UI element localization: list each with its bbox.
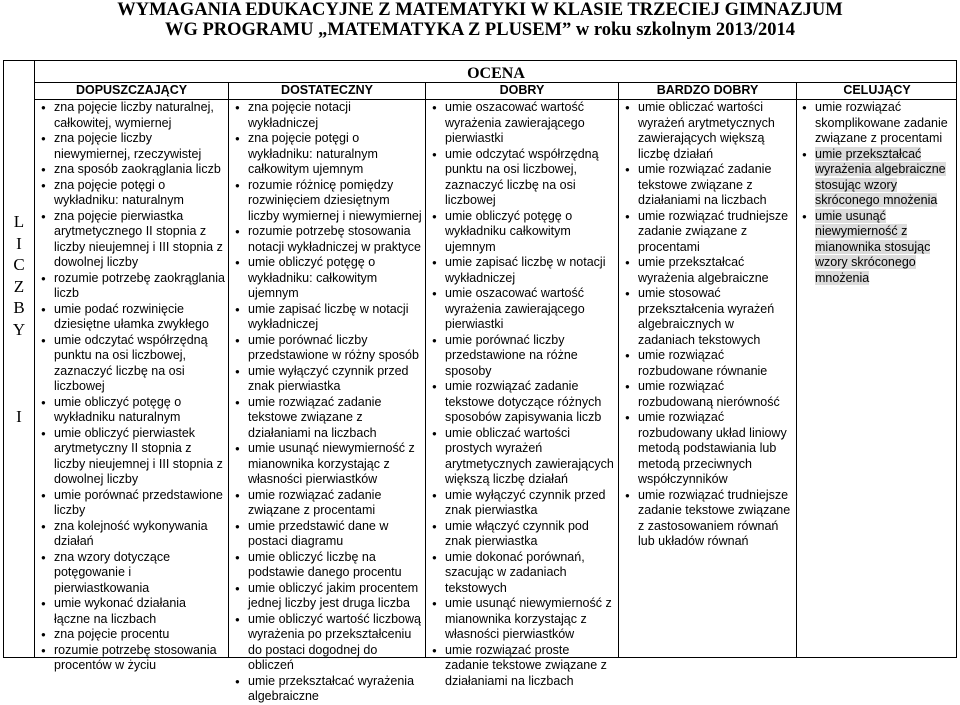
level-number: I [16,407,22,426]
level-column-divider [34,61,35,657]
requirement-item [235,333,423,364]
requirement-item [41,333,225,395]
requirement-item [41,302,225,333]
requirement-item [41,271,225,302]
requirement-text: umie wyłączyć czynnik przed znak pierwiastka [248,363,409,393]
requirement-item [41,550,225,597]
requirement-item [625,348,793,379]
requirement-item [235,364,423,395]
document-subtitle: WG PROGRAMU „MATEMATYKA Z PLUSEM” w roku szkolnym 2013/2014 [164,20,796,40]
requirement-text: umie odczytać współrzędną punktu na osi liczbowej, zaznaczyć liczbę na osi liczbowej [445,146,599,207]
requirement-text: umie rozwiązać trudniejsze zadanie tekstowe związane z zastosowaniem równań lub układów równań [638,487,791,548]
requirement-item [235,395,423,442]
requirement-item [235,612,423,674]
requirement-item [41,162,225,178]
requirement-text: umie rozwiązać skomplikowane zadanie związane z procentami [815,100,948,145]
level-letter: I [16,233,22,253]
document-title: WYMAGANIA EDUKACYJNE Z MATEMATYKI W KLASIE TRZECIEJ GIMNAZJUM [117,0,843,20]
requirement-item [432,519,616,550]
requirement-text: rozumie potrzebę stosowania notacji wykładniczej w praktyce [248,224,421,254]
requirement-text: umie obliczyć potęgę o wykładniku całkowitym ujemnym [445,208,573,254]
requirement-text: umie usunąć niewymierność z mianownika korzystając z własności pierwiastków [445,596,612,641]
level-label [4,211,34,340]
requirements-list [802,100,955,286]
requirement-item [802,209,955,287]
requirements-table [3,60,957,703]
column-divider [228,82,229,657]
requirement-text: zna kolejność wykonywania działań [54,518,208,548]
requirement-text: umie przedstawić dane w postaci diagramu [248,518,389,548]
requirement-text: umie dokonać porównań, szacując w zadaniach tekstowych [445,549,585,595]
requirement-item [235,441,423,488]
requirement-text: rozumie potrzebę stosowania procentów w życiu [54,642,217,672]
level-letter: B [13,298,25,317]
requirement-text: umie rozwiązać zadanie tekstowe związane z działaniami na liczbach [248,394,382,440]
requirement-item [41,627,225,643]
requirements-list [235,100,423,705]
requirement-text: rozumie różnicę pomiędzy rozwinięciem dziesiętnym liczby wymiernej i niewymiernej [248,177,422,223]
column-divider [796,82,797,657]
requirement-item [41,426,225,488]
requirement-text: umie odczytać współrzędną punktu na osi liczbowej, zaznaczyć liczbę na osi liczbowej [54,332,208,393]
requirement-text: umie podać rozwinięcie dziesiętne ułamka zwykłego [54,301,209,331]
requirement-text: umie usunąć niewymierność z mianownika korzystając z własności pierwiastków [248,441,415,486]
requirement-text: zna pojęcie potęgi o wykładniku: naturalnym całkowitym ujemnym [248,131,378,176]
requirement-text: umie porównać liczby przedstawione na różne sposoby [445,332,578,378]
ocena-header: OCENA [467,65,525,82]
requirements-list [432,100,616,689]
requirement-text: umie oszacować wartość wyrażenia zawierającego pierwiastki [445,286,585,331]
requirement-item [235,674,423,705]
requirement-text: zna pojęcie pierwiastka arytmetycznego II stopnia z liczby nieujemnej i III stopnia z dowolnej liczby [54,208,223,269]
requirement-text: umie przekształcać wyrażenia algebraiczne stosując wzory skróconego mnożenia [815,146,946,207]
requirement-text: umie stosować przekształcenia wyrażeń algebraicznych w zadaniach tekstowych [638,286,775,347]
level-letter: C [13,255,25,274]
requirement-text: umie rozwiązać trudniejsze zadanie związane z procentami [638,208,789,254]
requirement-item [432,488,616,519]
requirement-item [41,178,225,209]
requirement-item [235,581,423,612]
column-divider [618,82,619,657]
requirement-text: umie rozwiązać rozbudowany układ liniowy metodą podstawiania lub metodą przeciwnych współczynników [638,410,787,486]
requirement-text: umie wyłączyć czynnik przed znak pierwiastka [445,487,606,517]
requirement-text: umie zapisać liczbę w notacji wykładniczej [445,255,606,285]
requirement-item [235,488,423,519]
requirement-item [41,395,225,426]
column-dostateczny [235,100,423,705]
requirement-item [432,379,616,426]
column-dopuszczajacy [41,100,225,674]
requirement-text: umie obliczyć potęgę o wykładniku naturalnym [54,394,182,424]
requirement-item [432,147,616,209]
requirement-text: zna pojęcie liczby naturalnej, całkowitej, wymiernej [54,100,214,130]
requirement-item [432,596,616,643]
requirement-text: umie rozwiązać rozbudowaną nierówność [638,379,780,409]
column-bardzo-dobry [625,100,793,550]
requirement-item [625,209,793,256]
requirement-item [41,100,225,131]
requirement-text: zna pojęcie potęgi o wykładniku: naturalnym [54,177,184,207]
level-letter: L [13,212,25,231]
requirement-item [41,519,225,550]
requirement-text: umie przekształcać wyrażenia algebraiczne [248,673,415,703]
requirement-item [41,209,225,271]
level-letter: Y [12,319,26,339]
requirement-item [235,550,423,581]
requirement-text: umie włączyć czynnik pod znak pierwiastka [445,518,589,548]
requirement-text: umie wykonać działania łączne na liczbach [54,596,187,626]
requirement-item [625,100,793,162]
requirement-text: zna wzory dotyczące potęgowanie i pierwiastkowania [54,549,171,595]
requirement-item [235,519,423,550]
requirement-text: umie obliczać wartości wyrażeń arytmetycznych zawierających większą liczbę działań [638,100,775,161]
requirement-item [41,131,225,162]
requirement-item [432,643,616,690]
requirement-item [235,255,423,302]
heading-celujacy: CELUJĄCY [843,83,911,97]
requirement-item [432,550,616,597]
requirement-item [235,178,423,225]
column-dobry [432,100,616,689]
requirement-text: umie obliczać wartości prostych wyrażeń arytmetycznych zawierających większą liczbę działań [445,425,614,486]
requirement-text: umie obliczyć jakim procentem jednej liczby jest druga liczba [248,580,419,610]
requirement-text: rozumie potrzebę zaokrąglania liczb [54,270,225,300]
requirement-text: zna pojęcie procentu [54,627,170,641]
requirement-text: umie porównać przedstawione liczby [54,487,223,517]
requirement-text: umie rozwiązać zadanie tekstowe dotyczące różnych sposobów zapisywania liczb [445,379,602,424]
requirement-item [235,131,423,178]
requirement-text: umie zapisać liczbę w notacji wykładniczej [248,301,409,331]
requirement-text: umie porównać liczby przedstawione w różny sposób [248,332,419,362]
requirement-item [432,100,616,147]
heading-dobry: DOBRY [499,83,545,97]
heading-bardzo-dobry: BARDZO DOBRY [656,83,759,97]
level-letter: Z [13,276,25,296]
heading-dopuszczajacy: DOPUSZCZAJĄCY [75,83,188,97]
requirement-item [432,286,616,333]
requirement-item [625,488,793,550]
requirement-text: umie obliczyć pierwiastek arytmetyczny II stopnia z liczby nieujemnej i III stopnia z dowolnej liczby [54,425,223,486]
requirement-item [432,209,616,256]
requirement-text: umie rozwiązać zadanie tekstowe związane z działaniami na liczbach [638,162,772,207]
requirement-item [625,410,793,488]
column-celujacy [802,100,955,286]
requirement-item [625,255,793,286]
requirements-list [625,100,793,550]
requirement-item [432,426,616,488]
requirement-item [625,379,793,410]
requirement-text: umie obliczyć wartość liczbową wyrażenia po przekształceniu do postaci dogodnej do obliczeń [248,611,421,672]
requirement-text: umie obliczyć liczbę na podstawie danego procentu [248,549,402,579]
requirement-item [235,224,423,255]
requirement-text: umie rozwiązać zadanie związane z procentami [248,487,382,517]
requirement-item [625,162,793,209]
requirement-text: umie oszacować wartość wyrażenia zawierającego pierwiastki [445,100,585,145]
requirement-text: zna pojęcie notacji wykładniczej [248,100,351,130]
requirement-item [41,488,225,519]
requirement-text: zna pojęcie liczby niewymiernej, rzeczywistej [54,131,202,161]
requirement-text: zna sposób zaokrąglania liczb [54,162,221,176]
requirements-list [41,100,225,674]
requirement-text: umie obliczyć potęgę o wykładniku: całkowitym ujemnym [248,255,378,300]
requirement-item [432,255,616,286]
requirement-item [432,333,616,380]
column-divider [425,82,426,657]
requirement-item [625,286,793,348]
requirement-item [235,100,423,131]
requirement-item [41,596,225,627]
level-letters [4,211,34,340]
requirement-item [235,302,423,333]
requirement-text: umie rozwiązać rozbudowane równanie [638,348,768,378]
requirement-item [41,643,225,674]
requirement-text: umie usunąć niewymierność z mianownika stosując wzory skróconego mnożenia [815,208,931,285]
requirement-text: umie rozwiązać proste zadanie tekstowe związane z działaniami na liczbach [445,642,607,688]
requirement-item [802,147,955,209]
heading-dostateczny: DOSTATECZNY [281,83,373,97]
requirement-text: umie przekształcać wyrażenia algebraiczne [638,255,769,285]
requirement-item [802,100,955,147]
